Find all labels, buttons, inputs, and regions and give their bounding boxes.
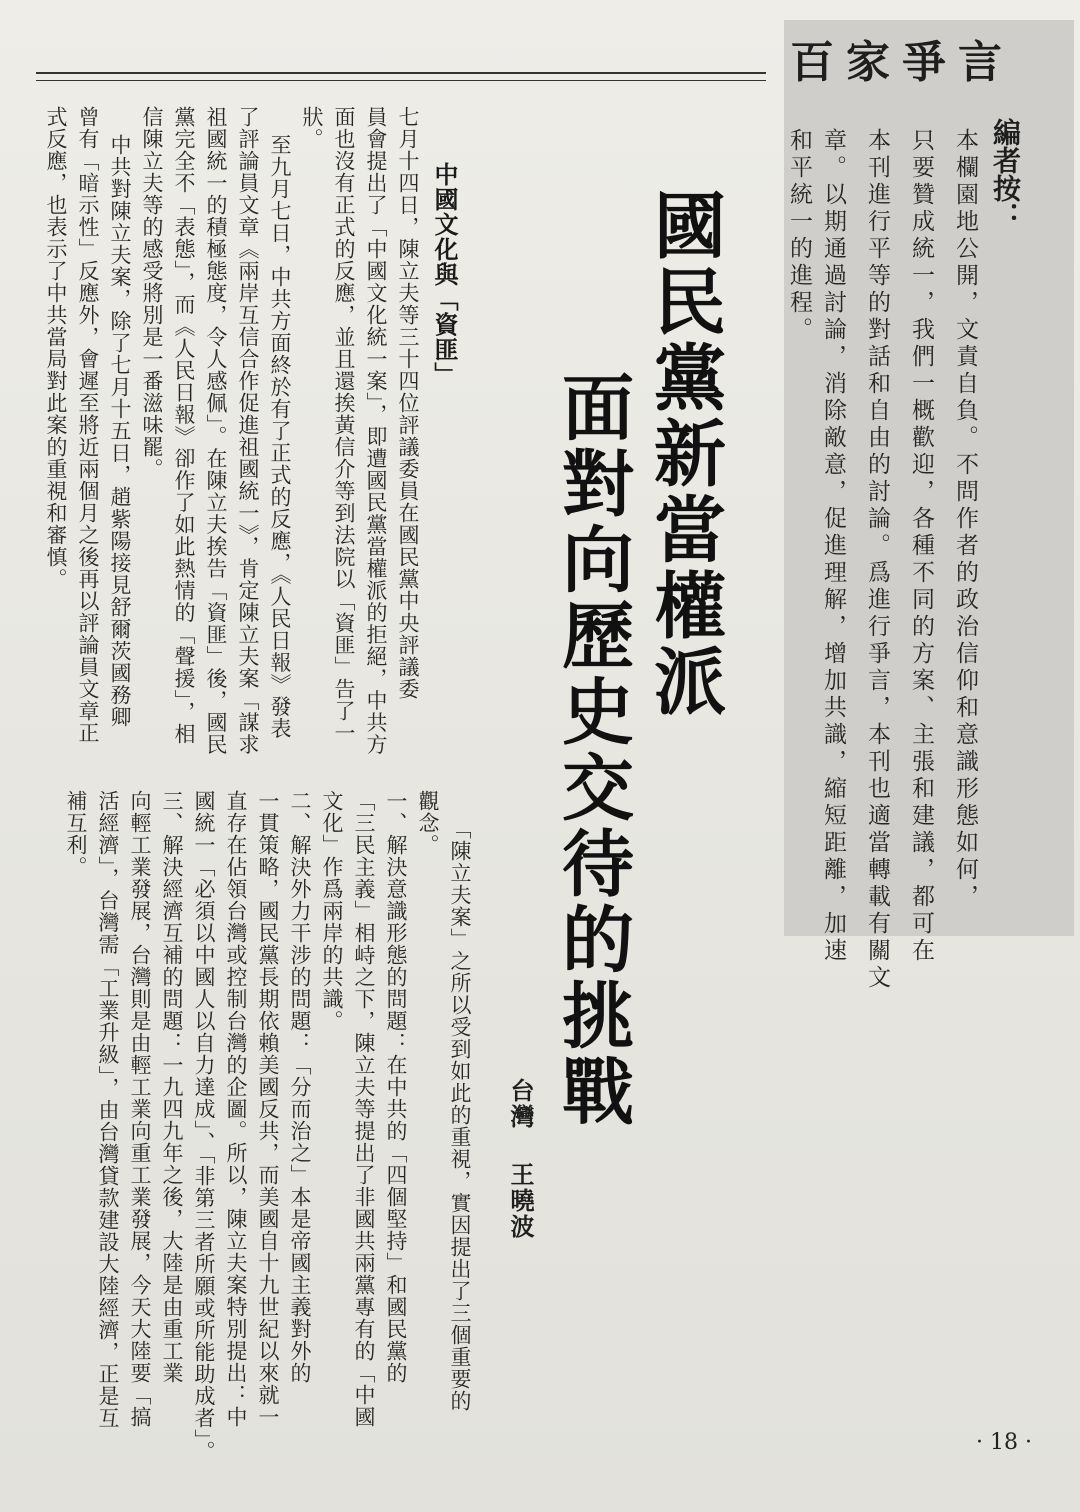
body-column: 文化」作爲兩岸的共識。 [320,790,344,1032]
column-name: 百家爭言 [790,37,1014,88]
byline-author: 王曉波 [506,1162,535,1240]
body-column: 一貫策略，國民黨長期依賴美國反共，而美國自十九世紀以來就一 [256,790,280,1428]
byline-place: 台灣 [506,1078,535,1130]
body-column: 了評論員文章《兩岸互信合作促進祖國統一》，肯定陳立夫案「謀求 [236,106,260,756]
body-column: 祖國統一的積極態度，令人感佩」。在陳立夫挨告「資匪」後，國民 [204,106,228,756]
body-column: 中共對陳立夫案，除了七月十五日，趙紫陽接見舒爾茨國務卿 [108,134,132,728]
body-column: 三、解決經濟互補的問題：一九四九年之後，大陸是由重工業 [160,790,184,1384]
headline-line-1: 國民黨新當權派 [642,188,727,720]
page-number: · 18 · [976,1430,1032,1455]
editor-note-line: 本欄園地公開，文責自負。不問作者的政治信仰和意識形態如何， [952,128,978,911]
top-rule [36,72,766,81]
headline-line-2: 面對向歷史交待的挑戰 [550,370,635,1130]
body-column: 「三民主義」相峙之下，陳立夫等提出了非國共兩黨專有的「中國 [352,790,376,1428]
body-column: 信陳立夫等的感受將別是一番滋味罷。 [140,106,164,480]
editor-note-line: 只要贊成統一，我們一概歡迎，各種不同的方案、主張和建議，都可在 [908,128,934,965]
body-column: 員會提出了「中國文化統一案」，即遭國民黨當權派的拒絕，中共方 [364,106,388,756]
body-column: 一、解決意識形態的問題：在中共的「四個堅持」和國民黨的 [384,790,408,1384]
editor-note-line: 和平統一的進程。 [786,128,812,344]
body-column: 七月十四日，陳立夫等三十四位評議委員在國民黨中央評議委 [396,106,420,700]
body-column: 直存在佔領台灣或控制台灣的企圖。所以，陳立夫案特別提出：中 [224,790,248,1428]
body-column: 活經濟」，台灣需「工業升級」，由台灣貸款建設大陸經濟，正是互 [96,790,120,1429]
body-column: 面也沒有正式的反應，並且還挨黃信介等到法院以「資匪」告了一 [332,106,356,744]
body-column: 「陳立夫案」之所以受到如此的重視，實因提出了三個重要的 [448,818,472,1412]
body-column: 觀念。 [416,790,440,856]
body-column: 向輕工業發展，台灣則是由輕工業向重工業發展，今天大陸要「搞 [128,790,152,1428]
body-column: 曾有「暗示性」反應外，會遲至將近兩個月之後再以評論員文章正 [76,106,100,744]
editor-note-line: 章。以期通過討論，消除敵意，促進理解，增加共識，縮短距離，加速 [820,128,846,965]
body-column: 補互利。 [64,790,88,878]
body-column: 國統一「必須以中國人以自力達成」、「非第三者所願或所能助成者」。 [192,790,216,1463]
editor-note-label: 編者按： [989,118,1022,230]
body-column: 二、解決外力干涉的問題：「分而治之」本是帝國主義對外的 [288,790,312,1384]
editor-note-line: 本刊進行平等的對話和自由的討論。爲進行爭言，本刊也適當轉載有關文 [864,128,890,992]
body-column: 狀。 [300,106,324,150]
body-column: 式反應，也表示了中共當局對此案的重視和審慎。 [44,106,68,590]
section-heading: 中國文化與「資匪」 [430,162,459,387]
body-column: 黨完全不「表態」，而《人民日報》卻作了如此熱情的「聲援」，相 [172,106,196,745]
body-column: 至九月七日，中共方面終於有了正式的反應，《人民日報》發表 [268,134,292,740]
